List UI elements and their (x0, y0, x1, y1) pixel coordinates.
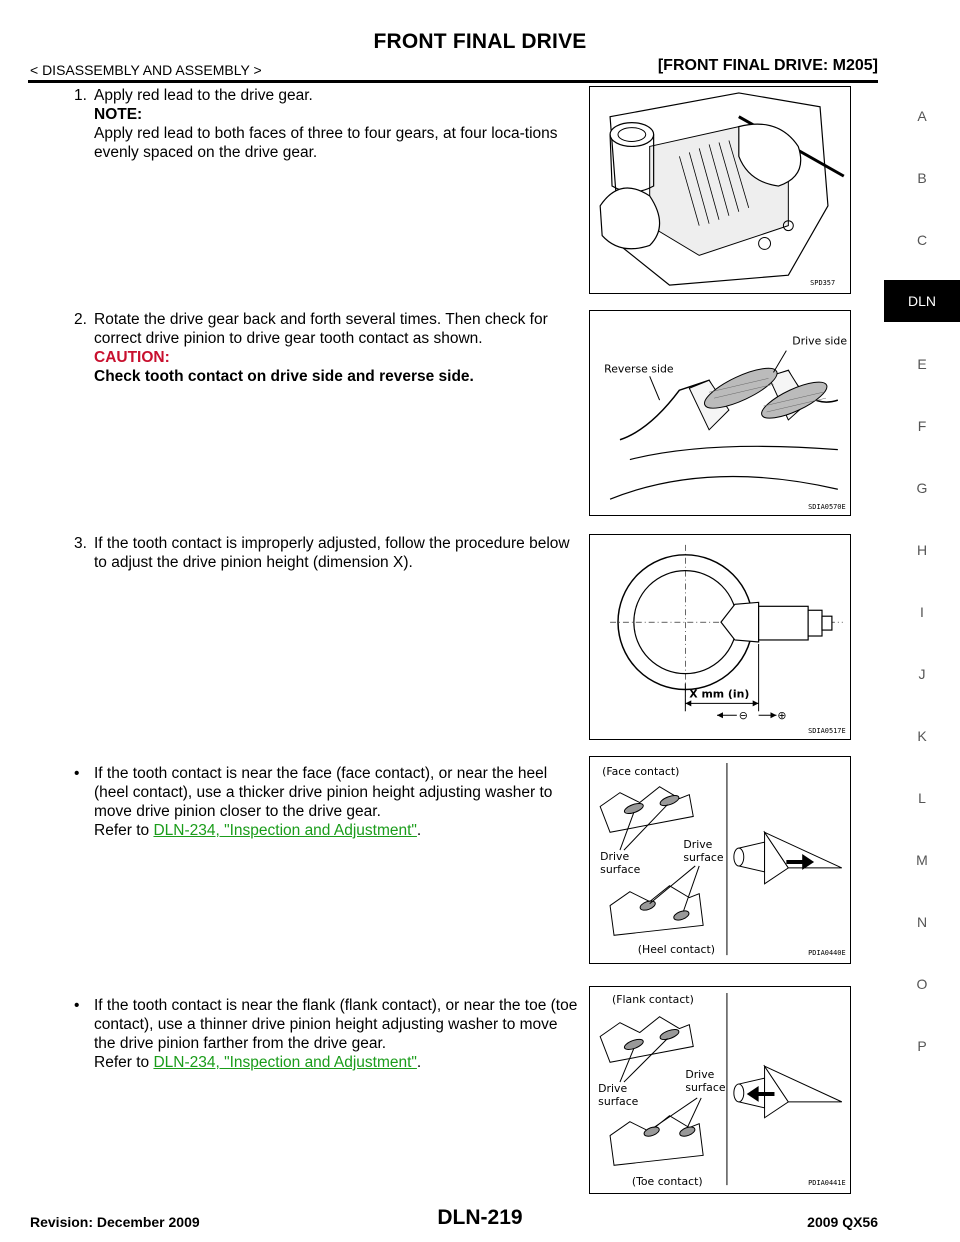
figure-apply-red-lead (589, 86, 851, 294)
figure-pinion-height (589, 534, 851, 740)
index-tab-g[interactable]: G (916, 480, 928, 496)
bullet-flank-toe (74, 996, 580, 1072)
model-label: [FRONT FINAL DRIVE: M205] (657, 57, 878, 74)
drive-label: Drive (598, 1081, 628, 1095)
reverse-side-label: Reverse side (604, 362, 674, 376)
step-number: 1. (74, 87, 87, 104)
drive-side-label: Drive side (792, 334, 848, 348)
inspection-adjustment-link[interactable]: DLN-234, "Inspection and Adjustment" (153, 822, 417, 839)
page-number: DLN-219 (437, 1206, 523, 1229)
red-lead-illustration (590, 87, 850, 293)
bullet-face-heel (74, 764, 580, 840)
step-text: Apply red lead to the drive gear. (94, 87, 313, 104)
drive-label: Drive (600, 850, 630, 863)
revision-date: Revision: December 2009 (30, 1214, 200, 1230)
refer-end: . (416, 822, 422, 839)
figure-face-heel-contact (589, 756, 851, 964)
bullet-mark: • (74, 997, 80, 1014)
note-text: Apply red lead to both faces of three to four gears, at four loca-tions evenly spaced on the drive gear. (94, 125, 558, 161)
refer-end: . (416, 1054, 422, 1071)
figure-code: SDIA0570E (808, 503, 846, 512)
refer-label: Refer to (94, 822, 150, 839)
index-tab-c[interactable]: C (916, 232, 928, 248)
refer-label: Refer to (94, 1054, 150, 1071)
step-2 (74, 310, 580, 386)
heel-contact-label: (Heel contact) (637, 943, 716, 957)
figure-flank-toe-contact (589, 986, 851, 1194)
step-1 (74, 86, 580, 162)
index-tab-e[interactable]: E (917, 356, 927, 372)
index-tab-o[interactable]: O (916, 976, 928, 992)
header-divider (28, 80, 878, 83)
drive-label: Drive (683, 838, 713, 852)
step-3 (74, 534, 580, 572)
pinion-height-illustration (590, 535, 850, 739)
bullet-text: If the tooth contact is near the flank (flank contact), or near the toe (toe contact), use a thinner drive pinion height adjusting washer to move the drive pinion farther from the drive gear. (94, 997, 578, 1052)
index-tab-h[interactable]: H (916, 542, 928, 558)
page-title: FRONT FINAL DRIVE (373, 30, 587, 53)
minus-symbol: ⊖ (738, 709, 748, 723)
index-tab-j[interactable]: J (918, 666, 926, 682)
index-tab-f[interactable]: F (917, 418, 927, 434)
bullet-mark: • (74, 765, 80, 782)
index-tab-p[interactable]: P (917, 1038, 927, 1054)
step-number: 3. (74, 535, 87, 552)
note-label: NOTE: (94, 106, 143, 123)
step-text: Rotate the drive gear back and forth several times. Then check for correct drive pinion to drive gear tooth contact as shown. (94, 311, 548, 347)
vehicle-model: 2009 QX56 (807, 1214, 878, 1230)
flank-contact-label: (Flank contact) (612, 992, 694, 1006)
figure-code: SPD357 (810, 279, 836, 288)
figure-code: PDIA0440E (808, 949, 846, 958)
section-breadcrumb: < DISASSEMBLY AND ASSEMBLY > (30, 62, 262, 78)
index-tab-a[interactable]: A (917, 108, 927, 124)
face-contact-label: (Face contact) (602, 764, 680, 778)
index-tab-i[interactable]: I (920, 604, 924, 620)
plus-symbol: ⊕ (777, 709, 787, 723)
dimension-x-label: X mm (in) (689, 687, 750, 701)
index-tab-l[interactable]: L (918, 790, 926, 806)
index-tab-k[interactable]: K (917, 728, 927, 744)
figure-tooth-contact-sides (589, 310, 851, 516)
index-tab-m[interactable]: M (916, 852, 928, 868)
step-text: If the tooth contact is improperly adjusted, follow the procedure below to adjust the drive pinion height (dimension X). (94, 535, 570, 571)
surface-label: surface (600, 862, 641, 876)
surface-label: surface (683, 850, 724, 864)
refer-line (94, 1053, 580, 1072)
toe-contact-label: (Toe contact) (631, 1175, 703, 1189)
figure-code: PDIA0441E (808, 1179, 846, 1188)
step-number: 2. (74, 311, 87, 328)
bullet-text: If the tooth contact is near the face (face contact), or near the heel (heel contact), use a thicker drive pinion height adjusting washer to move drive pinion closer to the drive gear. (94, 765, 553, 820)
flank-toe-illustration (590, 987, 850, 1193)
index-tab-dln[interactable]: DLN (884, 280, 960, 322)
caution-label: CAUTION: (94, 349, 170, 366)
surface-label: surface (685, 1080, 726, 1094)
refer-line (94, 821, 580, 840)
index-tab-b[interactable]: B (917, 170, 927, 186)
drive-label: Drive (685, 1068, 715, 1082)
inspection-adjustment-link[interactable]: DLN-234, "Inspection and Adjustment" (153, 1054, 417, 1071)
face-heel-illustration (590, 757, 850, 963)
figure-code: SDIA0517E (808, 727, 846, 736)
surface-label: surface (598, 1094, 639, 1108)
caution-text: Check tooth contact on drive side and reverse side. (94, 368, 474, 385)
index-tab-n[interactable]: N (916, 914, 928, 930)
tooth-sides-illustration (590, 311, 850, 515)
